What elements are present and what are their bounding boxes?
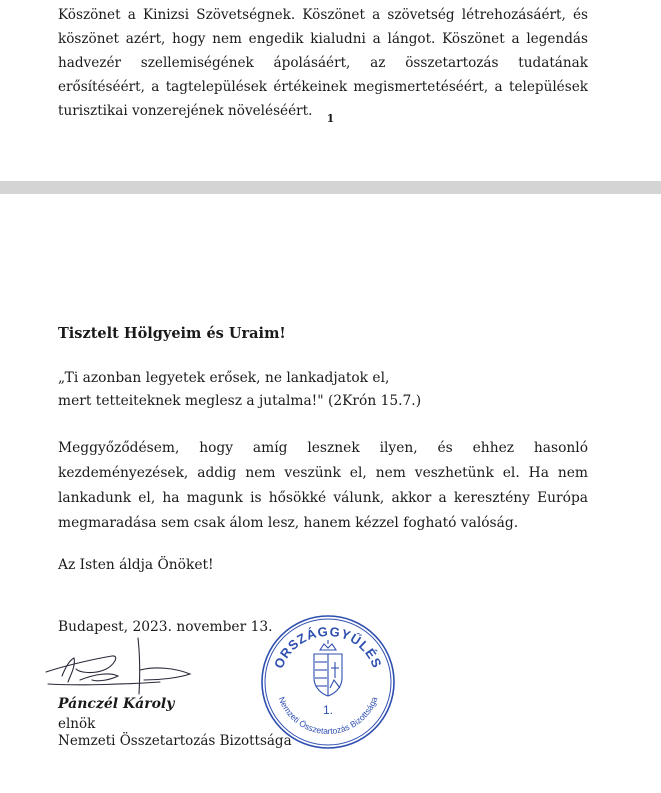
blessing: Az Isten áldja Önöket! xyxy=(58,557,214,573)
signer-org: Nemzeti Összetartozás Bizottsága xyxy=(58,733,292,749)
page-1 xyxy=(0,0,661,181)
signer-name: Pánczél Károly xyxy=(58,696,175,712)
stamp-top-text: ORSZÁGGYŰLÉS xyxy=(270,623,386,671)
place-date: Budapest, 2023. november 13. xyxy=(58,619,273,635)
page-separator xyxy=(0,181,661,194)
quote-line-2: mert tetteiteknek meglesz a jutalma!" (2Krón 15.7.) xyxy=(58,393,422,409)
main-paragraph: Meggyőződésem, hogy amíg lesznek ilyen, és ehhez hasonló kezdeményezések, addig nem veszünk el, nem veszhetünk el. Ha nem lankadunk el, ha magunk is hősökké válunk, akkor a keresztény Európa megmaradása sem csak álom lesz, hanem kézzel fogható valóság. xyxy=(58,440,588,531)
page-2 xyxy=(0,194,661,793)
quote-line-1: „Ti azonban legyetek erősek, ne lankadjatok el, xyxy=(58,370,390,386)
coat-of-arms-icon xyxy=(314,640,342,696)
stamp-number: 1. xyxy=(322,703,334,717)
signature-icon xyxy=(40,636,200,698)
greeting: Tisztelt Hölgyeim és Uraim! xyxy=(58,325,286,342)
page-number: 1 xyxy=(326,112,335,125)
stamp-bottom-text: Nemzeti Összetartozás Bizottsága xyxy=(276,695,380,737)
thanks-paragraph: Köszönet a Kinizsi Szövetségnek. Köszönet a szövetség létrehozásáért, és köszönet azért, hogy nem engedik kialudni a lángot. Köszönet a legendás hadvezér szellemiségének ápolásáért, az összetartozás tudatának erősítéséért, a tagtelepülések értékeinek megismertetéséért, a települések turisztikai vonzerejének növeléséért. xyxy=(58,7,588,119)
signer-role: elnök xyxy=(58,716,96,732)
bible-quote xyxy=(58,367,421,413)
official-stamp-icon xyxy=(258,612,398,752)
